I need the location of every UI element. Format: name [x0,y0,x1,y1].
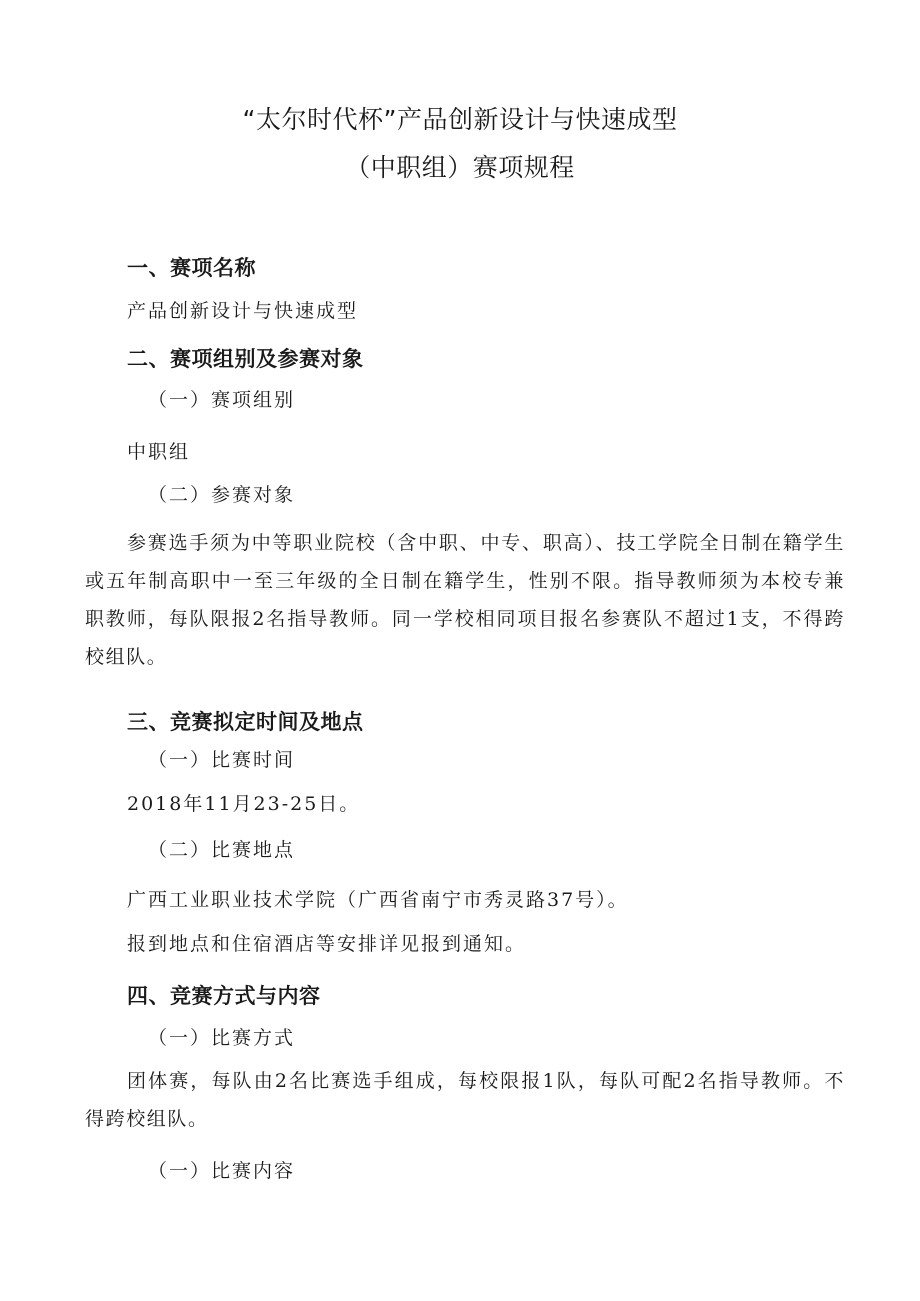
section-3-sub2-content-1: 广西工业职业技术学院（广西省南宁市秀灵路37号）。 [127,889,629,911]
section-2-sub2-paragraph: 参赛选手须为中等职业院校（含中职、中专、职高）、技工学院全日制在籍学生或五年制高职中一至三年级的全日制在籍学生，性别不限。指导教师须为本校专兼职教师，每队限报2名指导教师。同一学校相同项目报名参赛队不超过1支，不得跨校组队。 [85,532,845,668]
section-3-heading: 三、竞赛拟定时间及地点 [127,710,364,734]
section-2-sub1-content: 中职组 [127,441,191,463]
section-4-sub2-heading: （一）比赛内容 [148,1160,296,1182]
section-2-sub1-heading: （一）赛项组别 [148,389,296,411]
section-2-heading: 二、赛项组别及参赛对象 [127,347,364,371]
section-2-sub2-heading: （二）参赛对象 [148,484,296,506]
document-title-line1: “太尔时代杯”产品创新设计与快速成型 [242,105,678,134]
section-1-content: 产品创新设计与快速成型 [127,300,359,322]
section-1-heading: 一、赛项名称 [127,256,256,280]
section-3-sub2-content-2: 报到地点和住宿酒店等安排详见报到通知。 [127,933,527,955]
section-4-sub1-paragraph: 团体赛，每队由2名比赛选手组成，每校限报1队，每队可配2名指导教师。不得跨校组队。 [85,1070,845,1130]
section-3-sub2-heading: （二）比赛地点 [148,839,296,861]
section-4-sub1-heading: （一）比赛方式 [148,1027,296,1049]
section-3-sub1-content: 2018年11月23-25日。 [127,793,361,815]
section-3-sub1-heading: （一）比赛时间 [148,749,296,771]
section-4-heading: 四、竞赛方式与内容 [127,984,321,1008]
document-title-line2: （中职组）赛项规程 [345,153,575,182]
